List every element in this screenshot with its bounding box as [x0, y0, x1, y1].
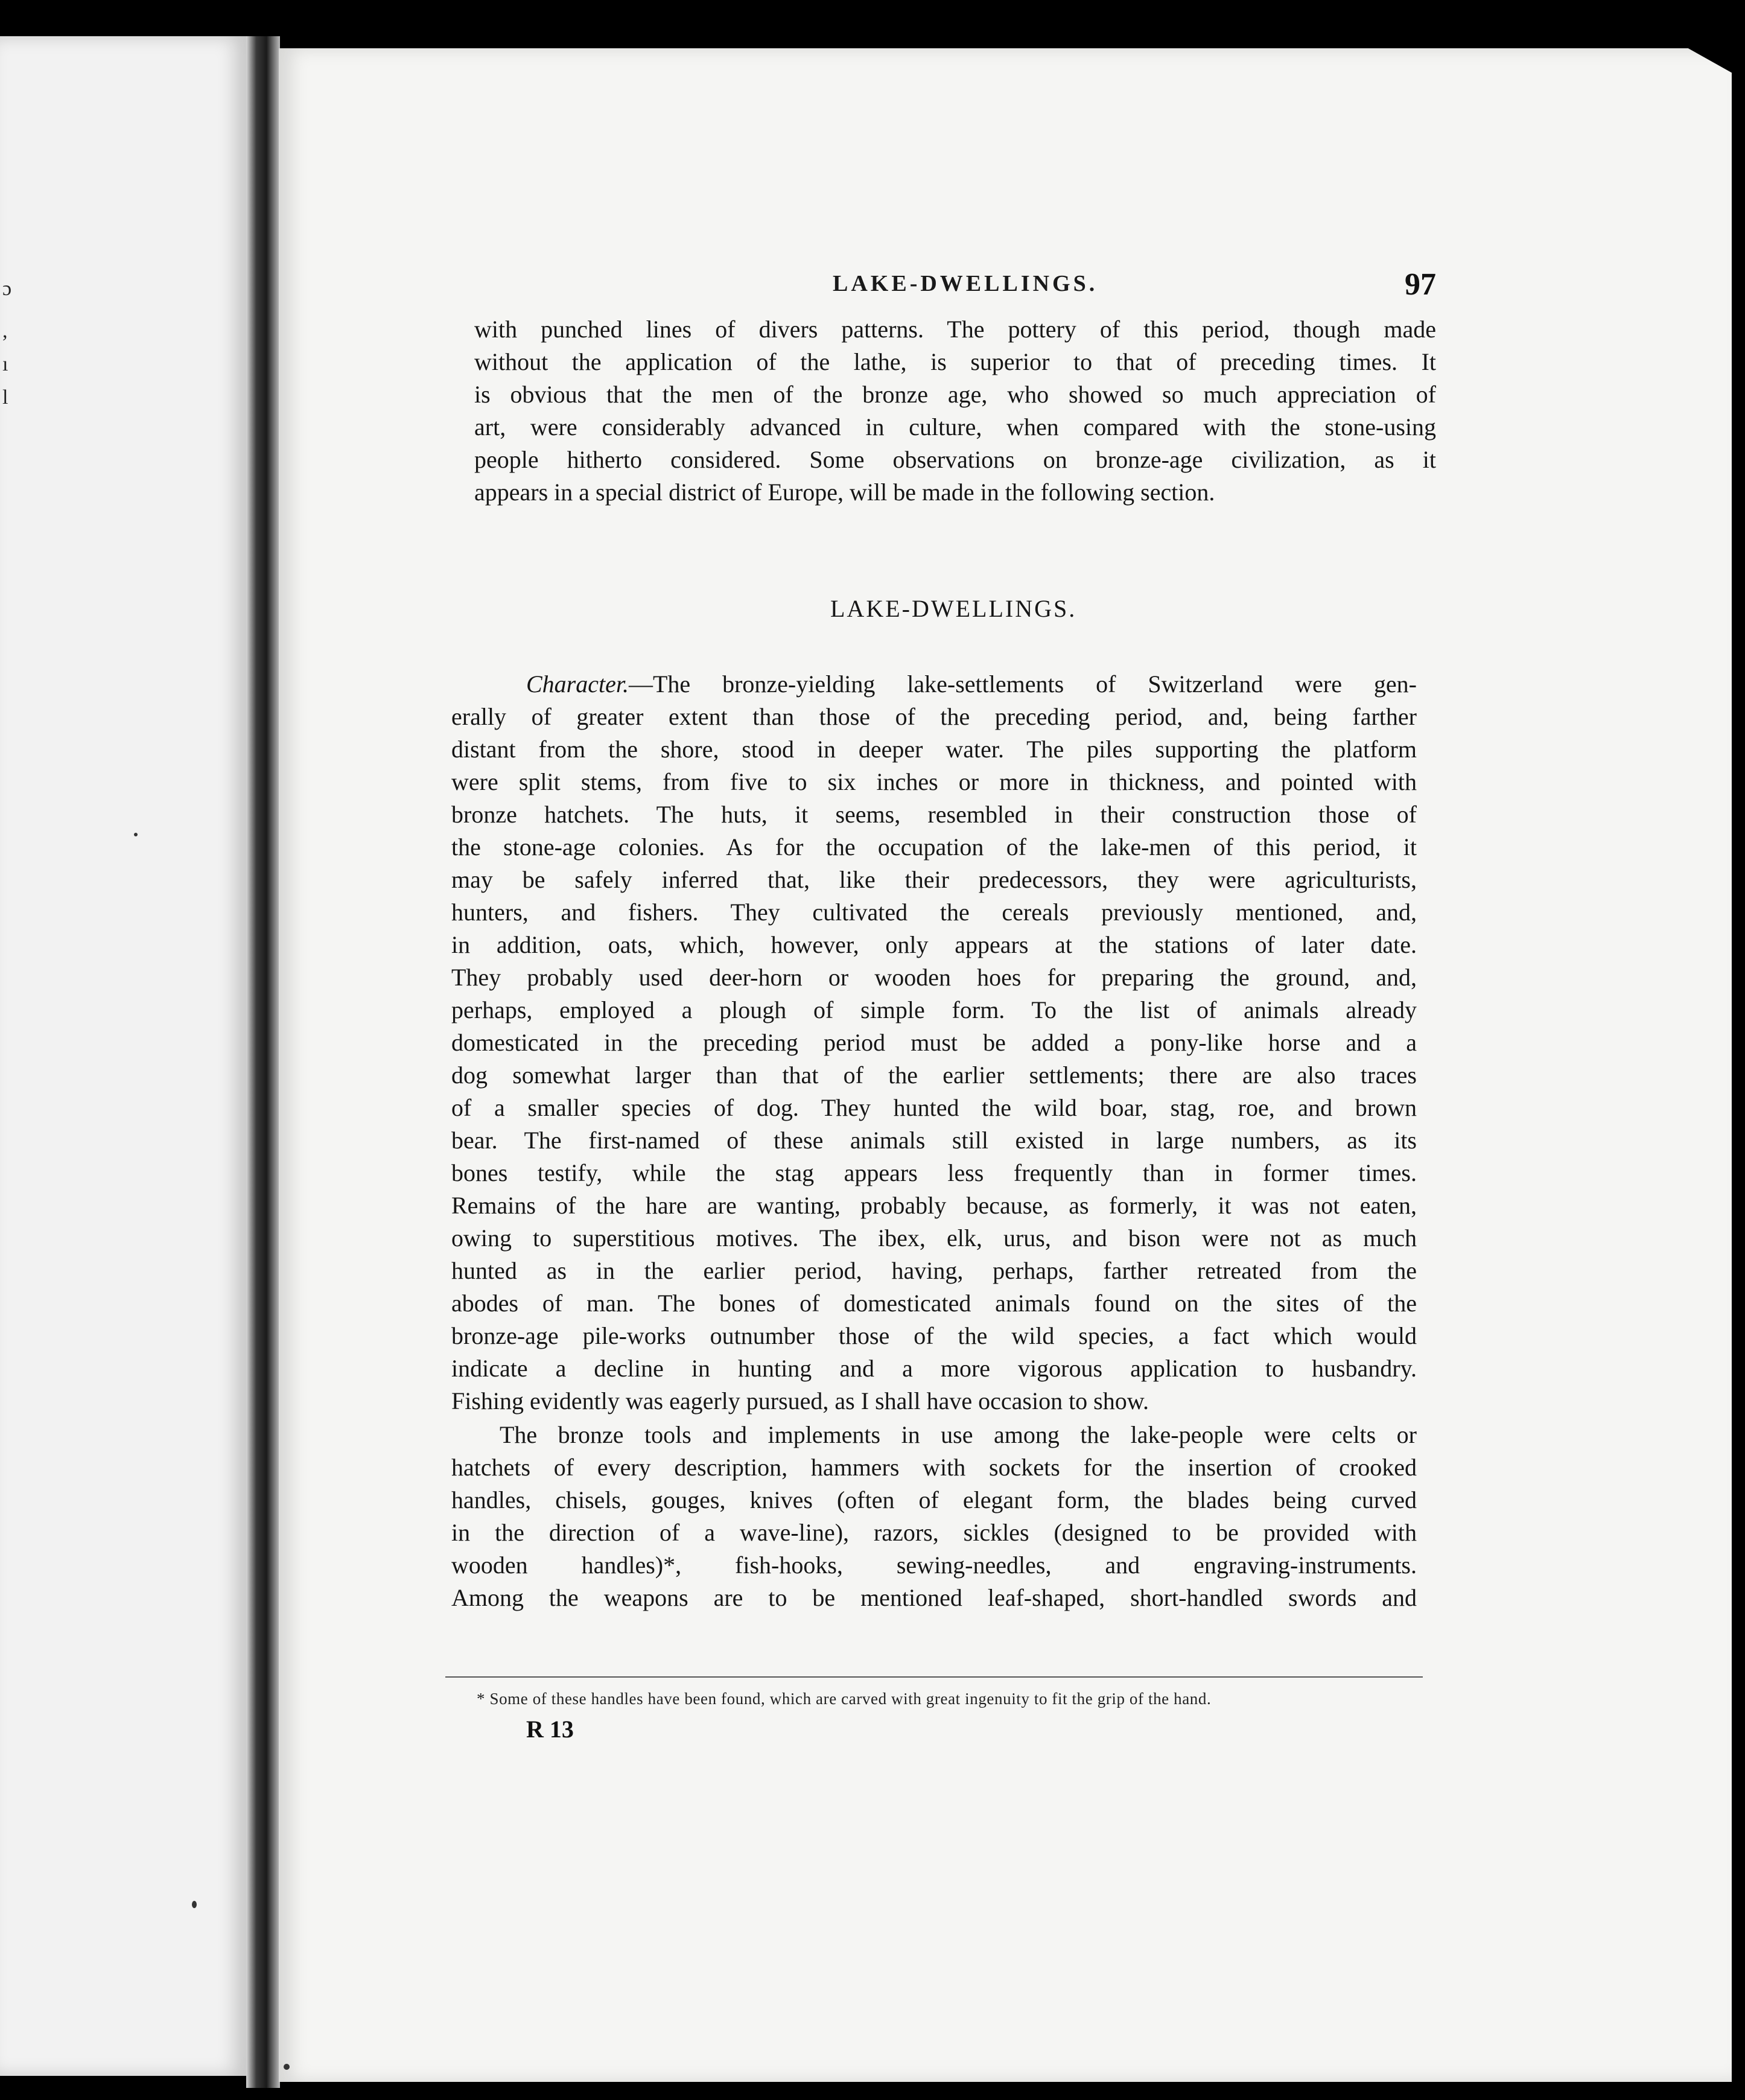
- text-line: is obvious that the men of the bronze age, who showed so much appreciation of: [474, 381, 1436, 408]
- text-line: without the application of the lathe, is superior to that of preceding times. It: [474, 348, 1436, 375]
- edge-mark: ı: [2, 353, 8, 375]
- text-line: of a smaller species of dog. They hunted the wild boar, stag, roe, and brown: [451, 1094, 1417, 1121]
- text-line: the stone-age colonies. As for the occupation of the lake-men of this period, it: [451, 833, 1417, 861]
- edge-mark: ɔ: [2, 278, 12, 300]
- text-line: handles, chisels, gouges, knives (often of elegant form, the blades being curved: [451, 1486, 1417, 1513]
- text-line: distant from the shore, stood in deeper water. The piles supporting the platform: [451, 736, 1417, 763]
- section-title: LAKE-DWELLINGS.: [830, 595, 1077, 622]
- text-line: bones testify, while the stag appears less frequently than in former times.: [451, 1159, 1417, 1186]
- text-line: in addition, oats, which, however, only appears at the stations of later date.: [451, 931, 1417, 958]
- paper-speck: [284, 2064, 290, 2070]
- text-line: indicate a decline in hunting and a more vigorous application to husbandry.: [451, 1355, 1417, 1382]
- text-line: hatchets of every description, hammers with sockets for the insertion of crooked: [451, 1454, 1417, 1481]
- edge-mark: l: [2, 386, 8, 409]
- text-line: people hitherto considered. Some observations on bronze-age civilization, as it: [474, 446, 1436, 473]
- paper-speck: [134, 833, 138, 836]
- text-line: domesticated in the preceding period must be added a pony-like horse and a: [451, 1029, 1417, 1056]
- left-page: [0, 36, 246, 2076]
- text-line: art, were considerably advanced in culture, when compared with the stone-using: [474, 413, 1436, 441]
- running-header: LAKE-DWELLINGS.: [833, 271, 1098, 296]
- text-line: may be safely inferred that, like their predecessors, they were agriculturists,: [451, 866, 1417, 893]
- text-line: in the direction of a wave-line), razors, sickles (designed to be provided with: [451, 1519, 1417, 1546]
- text-line: owing to superstitious motives. The ibex, elk, urus, and bison were not as much: [451, 1224, 1417, 1252]
- text-line: They probably used deer-horn or wooden hoes for preparing the ground, and,: [451, 964, 1417, 991]
- text-line: with punched lines of divers patterns. The pottery of this period, though made: [474, 316, 1436, 343]
- text-line: appears in a special district of Europe, will be made in the following section.: [474, 479, 1215, 506]
- first-line-text: —The bronze-yielding lake-settlements of Switzerland were gen-: [629, 670, 1417, 698]
- text-line: Remains of the hare are wanting, probably because, as formerly, it was not eaten,: [451, 1192, 1417, 1219]
- footnote: * Some of these handles have been found, which are carved with great ingenuity to fit the grip of the hand.: [477, 1690, 1212, 1708]
- text-line: bronze hatchets. The huts, it seems, resembled in their construction those of: [451, 801, 1417, 828]
- text-line: bronze-age pile-works outnumber those of the wild species, a fact which would: [451, 1322, 1417, 1349]
- text-line: wooden handles)*, fish-hooks, sewing-needles, and engraving-instruments.: [451, 1551, 1417, 1579]
- edge-mark: ,: [2, 320, 8, 342]
- text-line: perhaps, employed a plough of simple form. To the list of animals already: [451, 996, 1417, 1023]
- text-line: Among the weapons are to be mentioned leaf-shaped, short-handled swords and: [451, 1584, 1417, 1611]
- lead-italic: Character.: [526, 670, 629, 698]
- book-gutter: [246, 36, 280, 2088]
- text-line: Fishing evidently was eagerly pursued, as I shall have occasion to show.: [451, 1387, 1149, 1414]
- paper-speck: [192, 1901, 197, 1908]
- first-line: [526, 669, 1417, 700]
- text-line: abodes of man. The bones of domesticated animals found on the sites of the: [451, 1290, 1417, 1317]
- text-line: were split stems, from five to six inches or more in thickness, and pointed with: [451, 768, 1417, 795]
- text-line: hunters, and fishers. They cultivated the cereals previously mentioned, and,: [451, 899, 1417, 926]
- footnote-rule: [445, 1676, 1423, 1678]
- signature-mark: R 13: [526, 1716, 574, 1743]
- text-line: dog somewhat larger than that of the earlier settlements; there are also traces: [451, 1061, 1417, 1089]
- text-line: hunted as in the earlier period, having, perhaps, farther retreated from the: [451, 1257, 1417, 1284]
- text-line: bear. The first-named of these animals still existed in large numbers, as its: [451, 1127, 1417, 1154]
- text-line: erally of greater extent than those of the preceding period, and, being farther: [451, 703, 1417, 730]
- page-number: 97: [1405, 267, 1436, 302]
- text-line: The bronze tools and implements in use among the lake-people were celts or: [500, 1421, 1417, 1448]
